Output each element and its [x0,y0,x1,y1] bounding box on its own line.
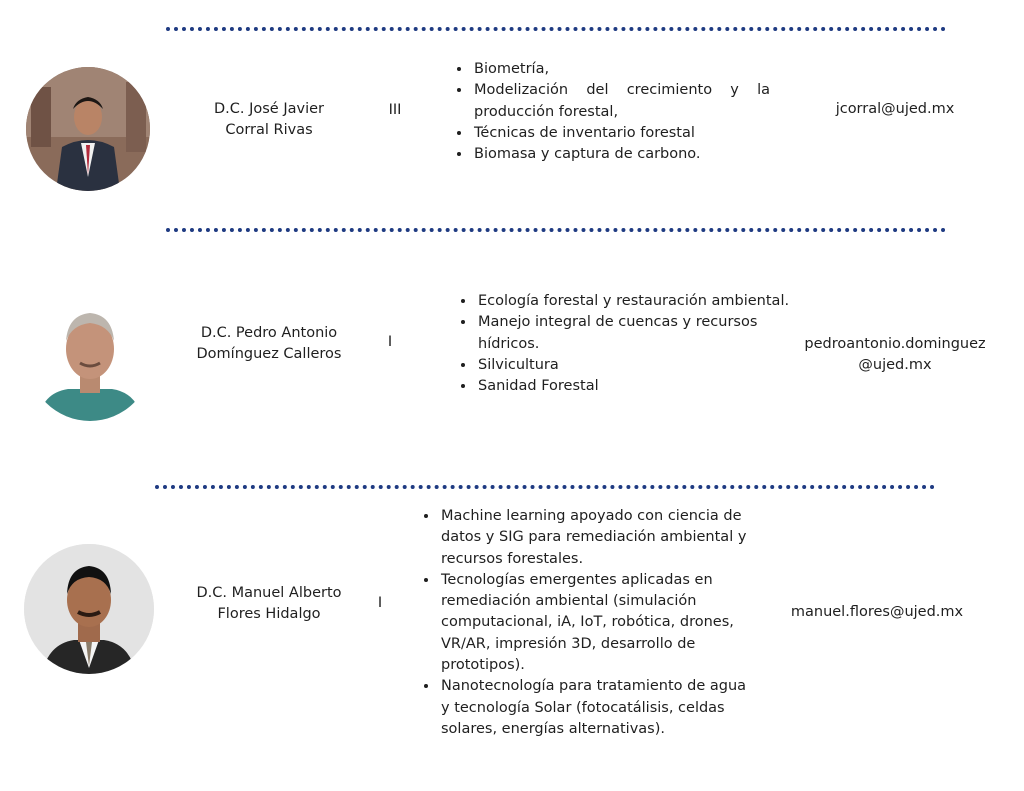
list-item: • Técnicas de inventario forestal [472,123,770,144]
member-name [180,583,358,625]
sni-level: I [377,595,383,611]
name-line-2: Domínguez Calleros [196,346,342,362]
list-item: • Sanidad Forestal [476,376,794,397]
name-line-2: Corral Rivas [225,122,313,138]
research-areas-list [458,291,794,397]
research-areas-list [421,506,757,740]
photo-pedro-antonio-dominguez [28,297,152,421]
email-link[interactable]: manuel.flores@ujed.mx [790,604,964,620]
email-link[interactable]: pedroantonio.dominguez@ujed.mx [804,336,986,373]
list-item: • Silvicultura [476,355,794,376]
list-item: • Modelización del crecimiento y la producción forestal, [472,80,770,123]
list-item: • Nanotecnología para tratamiento de agua y tecnología Solar (fotocatálisis, celdas solares, energías alternativas). [439,676,757,740]
photo-manuel-alberto-flores [24,544,154,674]
name-line-1: D.C. Pedro Antonio [200,325,338,341]
list-item: • Machine learning apoyado con ciencia de datos y SIG para remediación ambiental y recursos forestales. [439,506,757,570]
row-divider-3 [155,485,935,489]
list-item: • Tecnologías emergentes aplicadas en remediación ambiental (simulación computacional, iA, IoT, robótica, drones, VR/AR, impresión 3D, desarrollo de prototipos). [439,570,757,676]
list-item: • Biometría, [472,59,770,80]
sni-level: I [387,334,393,350]
sni-level: III [388,102,402,118]
name-line-1: D.C. José Javier [213,101,324,117]
research-areas-list [454,59,770,165]
name-line-1: D.C. Manuel Alberto [196,585,342,601]
list-item: • Manejo integral de cuencas y recursos hídricos. [476,312,794,355]
list-item: • Ecología forestal y restauración ambiental. [476,291,794,312]
member-name [180,99,358,141]
person-photo-icon [24,544,154,674]
name-line-2: Flores Hidalgo [217,606,321,622]
row-divider-2 [166,228,946,232]
person-photo-icon [28,297,152,421]
person-photo-icon [26,67,150,191]
email-link[interactable]: jcorral@ujed.mx [835,101,955,117]
member-name [180,323,358,365]
row-divider-1 [166,27,946,31]
photo-jose-javier-corral [26,67,150,191]
list-item: • Biomasa y captura de carbono. [472,144,770,165]
